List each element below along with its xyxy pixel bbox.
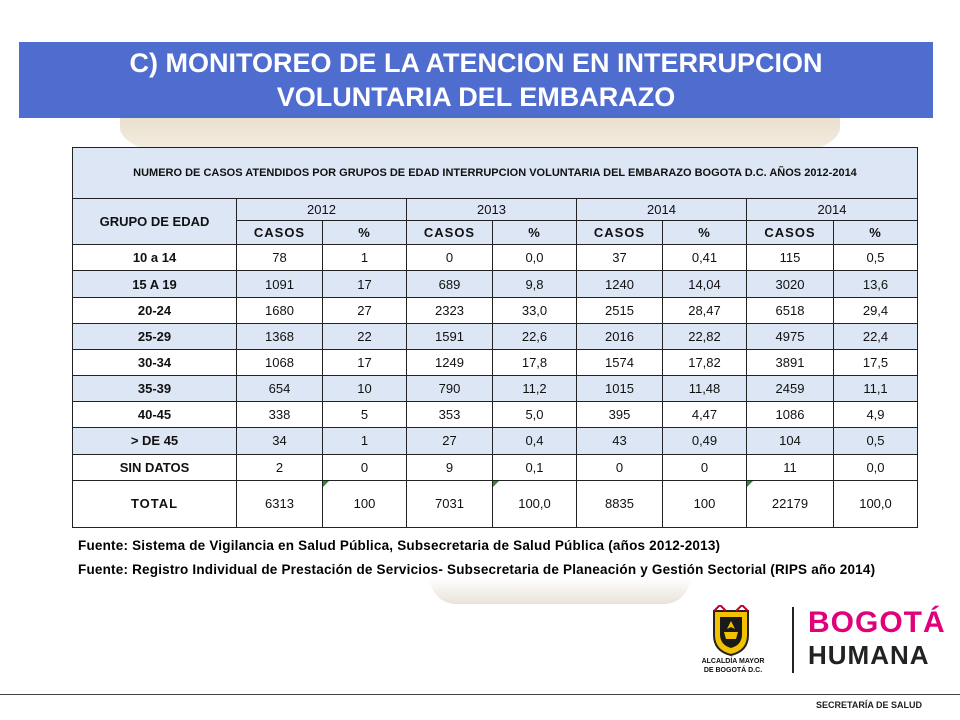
cases-2013: 2323	[407, 297, 493, 323]
cases-2012: 1368	[237, 323, 323, 349]
slide-title-line2: VOLUNTARIA DEL EMBARAZO	[276, 82, 676, 112]
pct-2014-b: 17,5	[834, 349, 918, 375]
logo-area	[698, 605, 946, 680]
casos-header: CASOS	[747, 221, 834, 245]
pct-2013: 0,0	[493, 245, 577, 271]
pct-2012: 5	[323, 402, 407, 428]
pct-2014-b: 11,1	[834, 376, 918, 402]
cases-2014-b: 115	[747, 245, 834, 271]
cases-2012: 78	[237, 245, 323, 271]
pct-header: %	[323, 221, 407, 245]
total-pct-2013: 100,0	[493, 480, 577, 527]
pct-2014-a: 0,41	[663, 245, 747, 271]
table-row	[73, 271, 918, 297]
casos-header: CASOS	[237, 221, 323, 245]
pct-2014-b: 0,5	[834, 245, 918, 271]
total-pct-2014-a: 100	[663, 480, 747, 527]
pct-2014-b: 29,4	[834, 297, 918, 323]
total-pct-2014-b: 100,0	[834, 480, 918, 527]
alcaldia-line1: ALCALDÍA MAYOR	[701, 658, 765, 665]
cases-2014-a: 2515	[577, 297, 663, 323]
total-cases-2013: 7031	[407, 480, 493, 527]
footer-label: SECRETARÍA DE SALUD	[815, 700, 922, 710]
table-row	[73, 349, 918, 375]
pct-2014-b: 22,4	[834, 323, 918, 349]
cases-2014-a: 0	[577, 454, 663, 480]
table-caption: NUMERO DE CASOS ATENDIDOS POR GRUPOS DE EDAD INTERRUPCION VOLUNTARIA DEL EMBARAZO BOGOTA D.C. AÑOS 2012-2014	[73, 148, 918, 199]
table-row	[73, 297, 918, 323]
cases-2012: 654	[237, 376, 323, 402]
pct-2013: 9,8	[493, 271, 577, 297]
cases-2014-a: 1240	[577, 271, 663, 297]
pct-2014-a: 0	[663, 454, 747, 480]
slide-title	[19, 42, 933, 118]
cases-2012: 1068	[237, 349, 323, 375]
logo-divider	[792, 607, 794, 673]
year-header-2013: 2013	[407, 199, 577, 221]
cases-2013: 353	[407, 402, 493, 428]
cases-2014-a: 1574	[577, 349, 663, 375]
cases-2013: 1249	[407, 349, 493, 375]
pct-2013: 0,1	[493, 454, 577, 480]
pct-2014-a: 28,47	[663, 297, 747, 323]
age-group: 40-45	[73, 402, 237, 428]
pct-header: %	[663, 221, 747, 245]
total-row	[73, 480, 918, 527]
cases-2012: 338	[237, 402, 323, 428]
total-cases-2012: 6313	[237, 480, 323, 527]
pct-2012: 22	[323, 323, 407, 349]
cases-table	[72, 147, 918, 528]
pct-2014-b: 0,0	[834, 454, 918, 480]
cases-2014-a: 1015	[577, 376, 663, 402]
bogota-wordmark: BOGOTÁ	[808, 606, 946, 639]
cases-2014-b: 1086	[747, 402, 834, 428]
cases-2013: 27	[407, 428, 493, 454]
total-pct-2012: 100	[323, 480, 407, 527]
casos-header: CASOS	[407, 221, 493, 245]
casos-header: CASOS	[577, 221, 663, 245]
total-label: TOTAL	[73, 480, 237, 527]
cases-2014-a: 395	[577, 402, 663, 428]
pct-2014-a: 22,82	[663, 323, 747, 349]
pct-2014-a: 0,49	[663, 428, 747, 454]
cases-2013: 0	[407, 245, 493, 271]
pct-2014-a: 17,82	[663, 349, 747, 375]
pct-2013: 5,0	[493, 402, 577, 428]
humana-wordmark: HUMANA	[808, 640, 930, 670]
cases-2014-b: 6518	[747, 297, 834, 323]
slide-title-line1: C) MONITOREO DE LA ATENCION EN INTERRUPCION	[129, 48, 823, 78]
cases-2014-b: 3020	[747, 271, 834, 297]
pct-2013: 22,6	[493, 323, 577, 349]
cases-2013: 9	[407, 454, 493, 480]
cases-2014-b: 3891	[747, 349, 834, 375]
source-line-1: Fuente: Sistema de Vigilancia en Salud Pública, Subsecretaria de Salud Pública (años 2012-2013)	[78, 538, 721, 553]
pct-2012: 17	[323, 271, 407, 297]
age-group: 25-29	[73, 323, 237, 349]
pct-2012: 17	[323, 349, 407, 375]
table-row	[73, 402, 918, 428]
footer-divider	[0, 694, 960, 695]
cases-2014-b: 11	[747, 454, 834, 480]
year-header-2012: 2012	[237, 199, 407, 221]
table-row	[73, 428, 918, 454]
cases-2013: 689	[407, 271, 493, 297]
age-group: > DE 45	[73, 428, 237, 454]
table-row	[73, 376, 918, 402]
alcaldia-label	[698, 657, 768, 675]
pct-2012: 10	[323, 376, 407, 402]
coat-of-arms-icon	[710, 605, 752, 657]
cases-2012: 1680	[237, 297, 323, 323]
total-cases-2014-a: 8835	[577, 480, 663, 527]
alcaldia-line2: DE BOGOTÁ D.C.	[703, 667, 763, 674]
pct-2014-a: 4,47	[663, 402, 747, 428]
pct-2014-b: 13,6	[834, 271, 918, 297]
source-line-2: Fuente: Registro Individual de Prestación de Servicios- Subsecretaria de Planeación y Gestión Sectorial (RIPS año 2014)	[78, 562, 876, 577]
pct-2012: 1	[323, 245, 407, 271]
sources	[78, 534, 875, 582]
pct-2012: 0	[323, 454, 407, 480]
cases-2012: 1091	[237, 271, 323, 297]
table-row	[73, 245, 918, 271]
cases-2012: 34	[237, 428, 323, 454]
group-header: GRUPO DE EDAD	[73, 199, 237, 245]
pct-2014-b: 4,9	[834, 402, 918, 428]
table-row	[73, 323, 918, 349]
pct-2014-b: 0,5	[834, 428, 918, 454]
year-header-2014-b: 2014	[747, 199, 918, 221]
cases-2014-a: 2016	[577, 323, 663, 349]
pct-2013: 33,0	[493, 297, 577, 323]
pct-2012: 1	[323, 428, 407, 454]
pct-2013: 17,8	[493, 349, 577, 375]
pct-header: %	[493, 221, 577, 245]
cases-2012: 2	[237, 454, 323, 480]
cases-2014-b: 104	[747, 428, 834, 454]
age-group: 30-34	[73, 349, 237, 375]
cases-2013: 790	[407, 376, 493, 402]
pct-2014-a: 14,04	[663, 271, 747, 297]
table-row	[73, 454, 918, 480]
pct-header: %	[834, 221, 918, 245]
pct-2012: 27	[323, 297, 407, 323]
age-group: 15 A 19	[73, 271, 237, 297]
age-group: SIN DATOS	[73, 454, 237, 480]
cases-2014-b: 2459	[747, 376, 834, 402]
cases-2013: 1591	[407, 323, 493, 349]
total-cases-2014-b: 22179	[747, 480, 834, 527]
cases-2014-a: 37	[577, 245, 663, 271]
pct-2013: 11,2	[493, 376, 577, 402]
year-header-2014-a: 2014	[577, 199, 747, 221]
cases-2014-a: 43	[577, 428, 663, 454]
age-group: 35-39	[73, 376, 237, 402]
age-group: 20-24	[73, 297, 237, 323]
pct-2013: 0,4	[493, 428, 577, 454]
pct-2014-a: 11,48	[663, 376, 747, 402]
age-group: 10 a 14	[73, 245, 237, 271]
cases-2014-b: 4975	[747, 323, 834, 349]
